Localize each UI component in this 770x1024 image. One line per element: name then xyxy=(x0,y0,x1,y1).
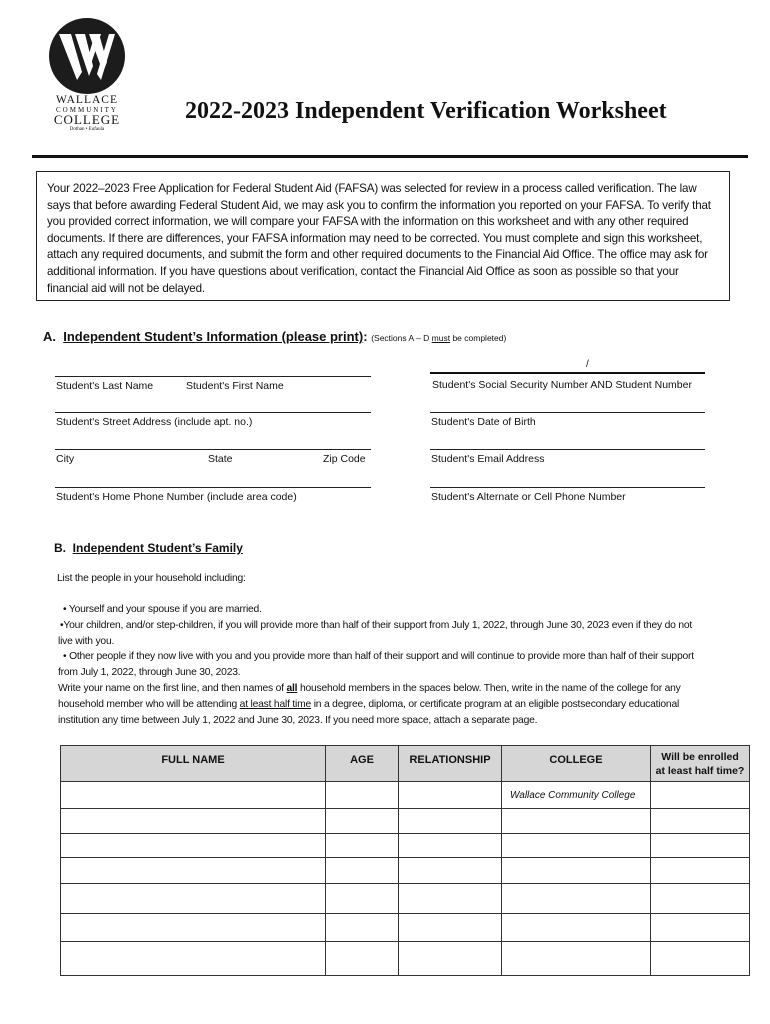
col-enrolled-line-1: Will be enrolled xyxy=(661,751,739,763)
bullet-spouse: • Yourself and your spouse if you are married. xyxy=(63,604,262,615)
logo-text-wallace: WALLACE xyxy=(56,94,118,106)
alt-phone-label: Student's Alternate or Cell Phone Number xyxy=(431,491,626,503)
table-row xyxy=(61,782,750,809)
cell-age[interactable] xyxy=(326,914,399,942)
logo-text-college: COLLEGE xyxy=(53,112,121,127)
logo-text-community: COMMUNITY xyxy=(56,106,118,114)
table-row xyxy=(61,884,750,914)
intro-text: Your 2022–2023 Free Application for Federal Student Aid (FAFSA) was selected for review in a process called verification. The law says that before awarding Federal Student Aid, we may ask you to confirm the information you reported on your FAFSA. To verify that you provided correct information, we will compare your FAFSA with the information on this worksheet and with any other required documents. If there are differences, your FAFSA information may need to be corrected. You must complete and sign this worksheet, attach any required documents, and submit the form and other required documents to the Financial Aid Office. The office may ask for additional information. If you have questions about verification, contact the Financial Aid Office as soon as possible so that your financial aid will not be delayed. xyxy=(47,182,711,295)
cell-relationship[interactable] xyxy=(399,858,502,884)
household-intro: List the people in your household including: xyxy=(57,573,246,584)
cell-age[interactable] xyxy=(326,834,399,858)
household-table xyxy=(60,745,750,976)
cell-enrolled[interactable] xyxy=(651,884,750,914)
title-rule xyxy=(32,155,748,158)
cell-name[interactable] xyxy=(61,914,326,942)
cell-relationship[interactable] xyxy=(399,809,502,834)
cell-enrolled[interactable] xyxy=(651,914,750,942)
section-b-heading xyxy=(54,541,243,555)
bullet-others-2: from July 1, 2022, through June 30, 2023. xyxy=(58,667,241,679)
table-row xyxy=(61,858,750,884)
cell-college[interactable] xyxy=(502,834,651,858)
cell-age[interactable] xyxy=(326,942,399,976)
col-enrolled xyxy=(651,746,750,782)
email-label: Student's Email Address xyxy=(431,453,545,465)
cell-college[interactable] xyxy=(502,942,651,976)
section-a-heading xyxy=(43,329,506,344)
ssn-field-line[interactable] xyxy=(430,372,705,374)
cell-relationship[interactable] xyxy=(399,782,502,809)
col-relationship: RELATIONSHIP xyxy=(399,746,502,782)
instr1-all: all xyxy=(286,682,298,694)
cell-name[interactable] xyxy=(61,782,326,809)
cell-name[interactable] xyxy=(61,834,326,858)
cell-name[interactable] xyxy=(61,809,326,834)
household-bullets xyxy=(60,602,750,728)
cell-college[interactable]: Wallace Community College xyxy=(502,782,651,809)
cell-age[interactable] xyxy=(326,809,399,834)
ssn-separator: / xyxy=(586,359,589,370)
instructions-line-2 xyxy=(58,697,750,713)
col-full-name: FULL NAME xyxy=(61,746,326,782)
home-phone-label: Student's Home Phone Number (include area code) xyxy=(56,491,297,503)
cell-relationship[interactable] xyxy=(399,834,502,858)
cell-name[interactable] xyxy=(61,884,326,914)
bullet-others-1: • Other people if they now live with you and you provide more than half of their support and will continue to provide more than half of their support xyxy=(63,651,694,663)
section-a-note xyxy=(371,333,506,343)
cell-enrolled[interactable] xyxy=(651,834,750,858)
zip-label: Zip Code xyxy=(323,453,366,465)
cell-age[interactable] xyxy=(326,858,399,884)
cell-relationship[interactable] xyxy=(399,914,502,942)
bullet-children-1: •Your children, and/or step-children, if you will provide more than half of their support from July 1, 2022, through June 30, 2023 even if they do not xyxy=(60,619,693,631)
instructions-line-1 xyxy=(58,681,750,697)
col-age: AGE xyxy=(326,746,399,782)
section-a-letter: A. xyxy=(43,329,56,344)
col-enrolled-line-2: at least half time? xyxy=(655,765,745,777)
cell-age[interactable] xyxy=(326,884,399,914)
name-field-line[interactable] xyxy=(55,376,371,377)
w-monogram-icon xyxy=(49,18,125,94)
cell-enrolled[interactable] xyxy=(651,809,750,834)
last-name-label: Student's Last Name xyxy=(56,380,154,392)
cell-college[interactable] xyxy=(502,884,651,914)
page-title: 2022-2023 Independent Verification Worksheet xyxy=(185,98,667,124)
section-a-colon: : xyxy=(363,329,368,344)
note-must: must xyxy=(431,333,451,343)
table-row xyxy=(61,914,750,942)
cell-enrolled[interactable] xyxy=(651,782,750,809)
instr2-post: in a degree, diploma, or certificate program at an eligible postsecondary educational xyxy=(311,698,680,710)
section-b-letter: B. xyxy=(54,541,66,555)
city-state-zip-field-line[interactable] xyxy=(55,449,371,450)
cell-enrolled[interactable] xyxy=(651,858,750,884)
dob-field-line[interactable] xyxy=(430,412,705,413)
dob-label: Student's Date of Birth xyxy=(431,416,536,428)
bullet-children-2: live with you. xyxy=(58,635,115,647)
city-label: City xyxy=(56,453,75,465)
table-row xyxy=(61,809,750,834)
college-logo xyxy=(49,18,125,94)
instr2-half: at least half time xyxy=(239,698,312,710)
address-field-line[interactable] xyxy=(55,412,371,413)
cell-enrolled[interactable] xyxy=(651,942,750,976)
note-pre: (Sections A – D xyxy=(371,333,432,343)
cell-college[interactable] xyxy=(502,809,651,834)
home-phone-field-line[interactable] xyxy=(55,487,371,488)
cell-college[interactable] xyxy=(502,914,651,942)
alt-phone-field-line[interactable] xyxy=(430,487,705,488)
first-name-label: Student's First Name xyxy=(186,380,284,392)
cell-relationship[interactable] xyxy=(399,884,502,914)
cell-relationship[interactable] xyxy=(399,942,502,976)
note-post: be completed) xyxy=(450,333,507,343)
col-college: COLLEGE xyxy=(502,746,651,782)
email-field-line[interactable] xyxy=(430,449,705,450)
cell-age[interactable] xyxy=(326,782,399,809)
instr2-pre: household member who will be attending xyxy=(58,698,240,710)
state-label: State xyxy=(208,453,233,465)
instructions-line-3: institution any time between July 1, 2022 and June 30, 2023. If you need more space, attach a separate page. xyxy=(58,714,538,726)
table-row xyxy=(61,942,750,976)
ssn-label: Student's Social Security Number AND Student Number xyxy=(432,379,692,391)
cell-name[interactable] xyxy=(61,942,326,976)
instr1-pre: Write your name on the first line, and then names of xyxy=(58,682,287,694)
instr1-post: household members in the spaces below. Then, write in the name of the college for any xyxy=(297,682,681,694)
table-row xyxy=(61,834,750,858)
cell-name[interactable] xyxy=(61,858,326,884)
logo-text-campuses: Dothan • Eufaula xyxy=(69,127,105,132)
section-a-title: Independent Student’s Information (please print) xyxy=(63,329,364,344)
intro-box xyxy=(36,171,730,301)
address-label: Student's Street Address (include apt. no.) xyxy=(56,416,253,428)
cell-college[interactable] xyxy=(502,858,651,884)
section-b-title: Independent Student’s Family xyxy=(72,541,243,555)
